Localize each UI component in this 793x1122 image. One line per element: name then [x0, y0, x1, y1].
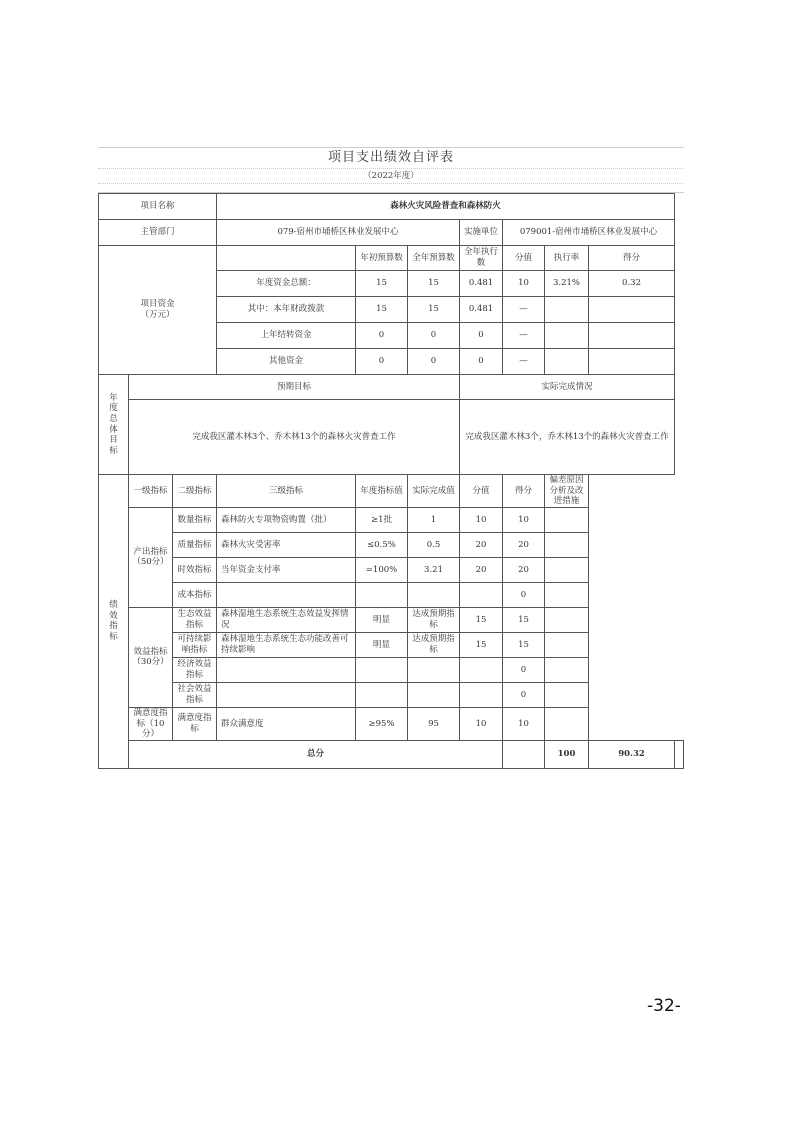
ind-target: ≥1批: [356, 507, 408, 532]
ind-deviation: [545, 632, 589, 657]
ind-header-l3: 三级指标: [217, 475, 356, 508]
actual-goal-header: 实际完成情况: [460, 375, 675, 400]
project-name-label: 项目名称: [99, 194, 217, 220]
funds-row-label: 其中：本年财政拨款: [217, 297, 356, 323]
goals-header-row: [99, 375, 684, 400]
ind-target: [356, 582, 408, 607]
ind-actual: [408, 582, 460, 607]
funds-row-weight: —: [503, 349, 545, 375]
indicator-row: [99, 532, 684, 557]
ind-score: 20: [503, 557, 545, 582]
year-subtitle: （2022年度）: [98, 169, 684, 184]
ind-header-deviation: 偏差原因分析及改进措施: [545, 475, 589, 508]
evaluation-table: [98, 193, 684, 769]
ind-actual: 95: [408, 707, 460, 740]
benefit-label-line1: 效益指标: [133, 646, 168, 657]
expected-goal-header: 预期目标: [129, 375, 460, 400]
ind-header-l2: 二级指标: [173, 475, 217, 508]
funds-row-v1: 15: [356, 297, 408, 323]
funds-row-rate: [545, 323, 589, 349]
ind-score: 0: [503, 582, 545, 607]
indicators-side-label: [99, 475, 129, 769]
indicator-row: [99, 582, 684, 607]
project-name-value: 森林火灾风险普查和森林防火: [217, 194, 675, 220]
ind-score: 15: [503, 632, 545, 657]
goals-content-row: [99, 400, 684, 475]
total-weight: 100: [545, 740, 589, 768]
impl-value: 079001-宿州市埇桥区林业发展中心: [503, 220, 675, 246]
actual-goal-text: 完成我区灌木林3个，乔木林13个的森林火灾普查工作: [460, 400, 675, 475]
funds-row-v1: 15: [356, 271, 408, 297]
funds-label: [99, 246, 217, 375]
ind-actual: [408, 682, 460, 707]
ind-l3: [217, 582, 356, 607]
indicator-row: [99, 632, 684, 657]
dept-label: 主管部门: [99, 220, 217, 246]
funds-header-6: 得分: [589, 246, 675, 271]
funds-row-v2: 15: [408, 297, 460, 323]
funds-row-weight: —: [503, 323, 545, 349]
funds-row-v3: 0.481: [460, 297, 503, 323]
funds-row-score: [589, 297, 675, 323]
total-deviation: [675, 740, 684, 768]
goals-label-char: 年: [109, 392, 118, 403]
indicators-label-char: 效: [109, 610, 118, 621]
ind-header-l1: 一级指标: [129, 475, 173, 508]
total-label: 总分: [129, 740, 503, 768]
ind-score: 15: [503, 607, 545, 632]
impl-label: 实施单位: [460, 220, 503, 246]
funds-header-1: 年初预算数: [356, 246, 408, 271]
funds-header-4: 分值: [503, 246, 545, 271]
funds-row-rate: 3.21%: [545, 271, 589, 297]
funds-row-score: [589, 349, 675, 375]
funds-header-5: 执行率: [545, 246, 589, 271]
table-title: 项目支出绩效自评表: [98, 147, 684, 169]
funds-row-v2: 0: [408, 349, 460, 375]
goals-label-char: 体: [109, 424, 118, 435]
ind-target: =100%: [356, 557, 408, 582]
grid-spacer: [98, 184, 684, 193]
ind-l3: 群众满意度: [217, 707, 356, 740]
goals-side-label: [99, 375, 129, 475]
ind-deviation: [545, 532, 589, 557]
funds-row-label: 上年结转资金: [217, 323, 356, 349]
ind-l3: 森林湿地生态系统生态效益发挥情况: [217, 607, 356, 632]
funds-row-v3: 0: [460, 323, 503, 349]
goals-label-char: 度: [109, 403, 118, 414]
ind-l2: 可持续影响指标: [173, 632, 217, 657]
ind-score: 0: [503, 682, 545, 707]
ind-l2: 质量指标: [173, 532, 217, 557]
ind-target: 明显: [356, 632, 408, 657]
indicators-label-char: 指: [109, 621, 118, 632]
ind-deviation: [545, 657, 589, 682]
department-row: [99, 220, 684, 246]
ind-l3: [217, 682, 356, 707]
ind-l3: 森林火灾受害率: [217, 532, 356, 557]
ind-weight: 15: [460, 607, 503, 632]
ind-actual: [408, 657, 460, 682]
funds-row-v2: 0: [408, 323, 460, 349]
ind-header-score: 得分: [503, 475, 545, 508]
ind-weight: 10: [460, 707, 503, 740]
ind-deviation: [545, 707, 589, 740]
funds-row-score: 0.32: [589, 271, 675, 297]
ind-header-actual: 实际完成值: [408, 475, 460, 508]
ind-target: 明显: [356, 607, 408, 632]
dept-value: 079-宿州市埇桥区林业发展中心: [217, 220, 460, 246]
ind-weight: [460, 582, 503, 607]
benefit-label-line2: （30分）: [132, 657, 169, 668]
funds-label-line2: （万元）: [140, 310, 175, 320]
benefit-indicator-label: [129, 607, 173, 707]
ind-weight: [460, 682, 503, 707]
ind-actual: 达成预期指标: [408, 632, 460, 657]
ind-weight: [460, 657, 503, 682]
funds-header-row: [99, 246, 684, 271]
ind-l2: 数量指标: [173, 507, 217, 532]
total-row: [99, 740, 684, 768]
page-number: -32-: [647, 996, 681, 1016]
funds-row-rate: [545, 349, 589, 375]
ind-weight: 15: [460, 632, 503, 657]
goals-label-char: 总: [109, 413, 118, 424]
ind-l2: 经济效益指标: [173, 657, 217, 682]
indicator-row: [99, 707, 684, 740]
ind-l3: 当年资金支付率: [217, 557, 356, 582]
project-name-row: [99, 194, 684, 220]
ind-target: [356, 657, 408, 682]
ind-deviation: [545, 682, 589, 707]
funds-row-v1: 0: [356, 349, 408, 375]
funds-header-blank: [217, 246, 356, 271]
funds-row-rate: [545, 297, 589, 323]
ind-score: 20: [503, 532, 545, 557]
funds-row-v3: 0.481: [460, 271, 503, 297]
ind-target: [356, 682, 408, 707]
indicator-row: [99, 657, 684, 682]
ind-weight: 20: [460, 532, 503, 557]
satisfaction-indicator-label: 满意度指标（10分）: [129, 707, 173, 740]
ind-deviation: [545, 557, 589, 582]
funds-row-weight: —: [503, 297, 545, 323]
indicator-row: [99, 507, 684, 532]
ind-score: 10: [503, 507, 545, 532]
funds-row-label: 年度资金总额：: [217, 271, 356, 297]
ind-weight: 20: [460, 557, 503, 582]
funds-row-label: 其他资金: [217, 349, 356, 375]
funds-row-score: [589, 323, 675, 349]
evaluation-sheet: [98, 147, 684, 769]
ind-l3: [217, 657, 356, 682]
output-indicator-label: [129, 507, 173, 607]
output-label-line2: （50分）: [132, 557, 169, 568]
ind-header-weight: 分值: [460, 475, 503, 508]
ind-l2: 生态效益指标: [173, 607, 217, 632]
indicator-header-row: [99, 475, 684, 508]
ind-deviation: [545, 582, 589, 607]
ind-actual: 0.5: [408, 532, 460, 557]
ind-header-target: 年度指标值: [356, 475, 408, 508]
funds-row-v1: 0: [356, 323, 408, 349]
goals-label-char: 标: [109, 445, 118, 456]
ind-l3: 森林湿地生态系统生态功能改善可持续影响: [217, 632, 356, 657]
indicators-label-char: 标: [109, 632, 118, 642]
ind-deviation: [545, 607, 589, 632]
funds-header-3: 全年执行数: [460, 246, 503, 271]
ind-score: 10: [503, 707, 545, 740]
ind-target: ≥95%: [356, 707, 408, 740]
indicator-row: [99, 557, 684, 582]
ind-actual: 1: [408, 507, 460, 532]
ind-actual: 达成预期指标: [408, 607, 460, 632]
indicator-row: [99, 607, 684, 632]
ind-l2: 时效指标: [173, 557, 217, 582]
funds-header-2: 全年预算数: [408, 246, 460, 271]
ind-l2: 满意度指标: [173, 707, 217, 740]
funds-label-line1: 项目资金: [140, 299, 175, 310]
expected-goal-text: 完成我区灌木林3个、乔木林13个的森林火灾普查工作: [129, 400, 460, 475]
indicators-label-char: 绩: [109, 600, 118, 611]
funds-row-v2: 15: [408, 271, 460, 297]
funds-row-v3: 0: [460, 349, 503, 375]
indicator-row: [99, 682, 684, 707]
ind-l2: 社会效益指标: [173, 682, 217, 707]
total-score: 90.32: [589, 740, 675, 768]
total-blank: [503, 740, 545, 768]
output-label-line1: 产出指标: [133, 546, 168, 557]
ind-score: 0: [503, 657, 545, 682]
ind-l2: 成本指标: [173, 582, 217, 607]
ind-weight: 10: [460, 507, 503, 532]
ind-actual: 3.21: [408, 557, 460, 582]
ind-l3: 森林防火专项物资购置（批）: [217, 507, 356, 532]
funds-row-weight: 10: [503, 271, 545, 297]
goals-label-char: 目: [109, 435, 118, 446]
ind-deviation: [545, 507, 589, 532]
ind-target: ≤0.5%: [356, 532, 408, 557]
